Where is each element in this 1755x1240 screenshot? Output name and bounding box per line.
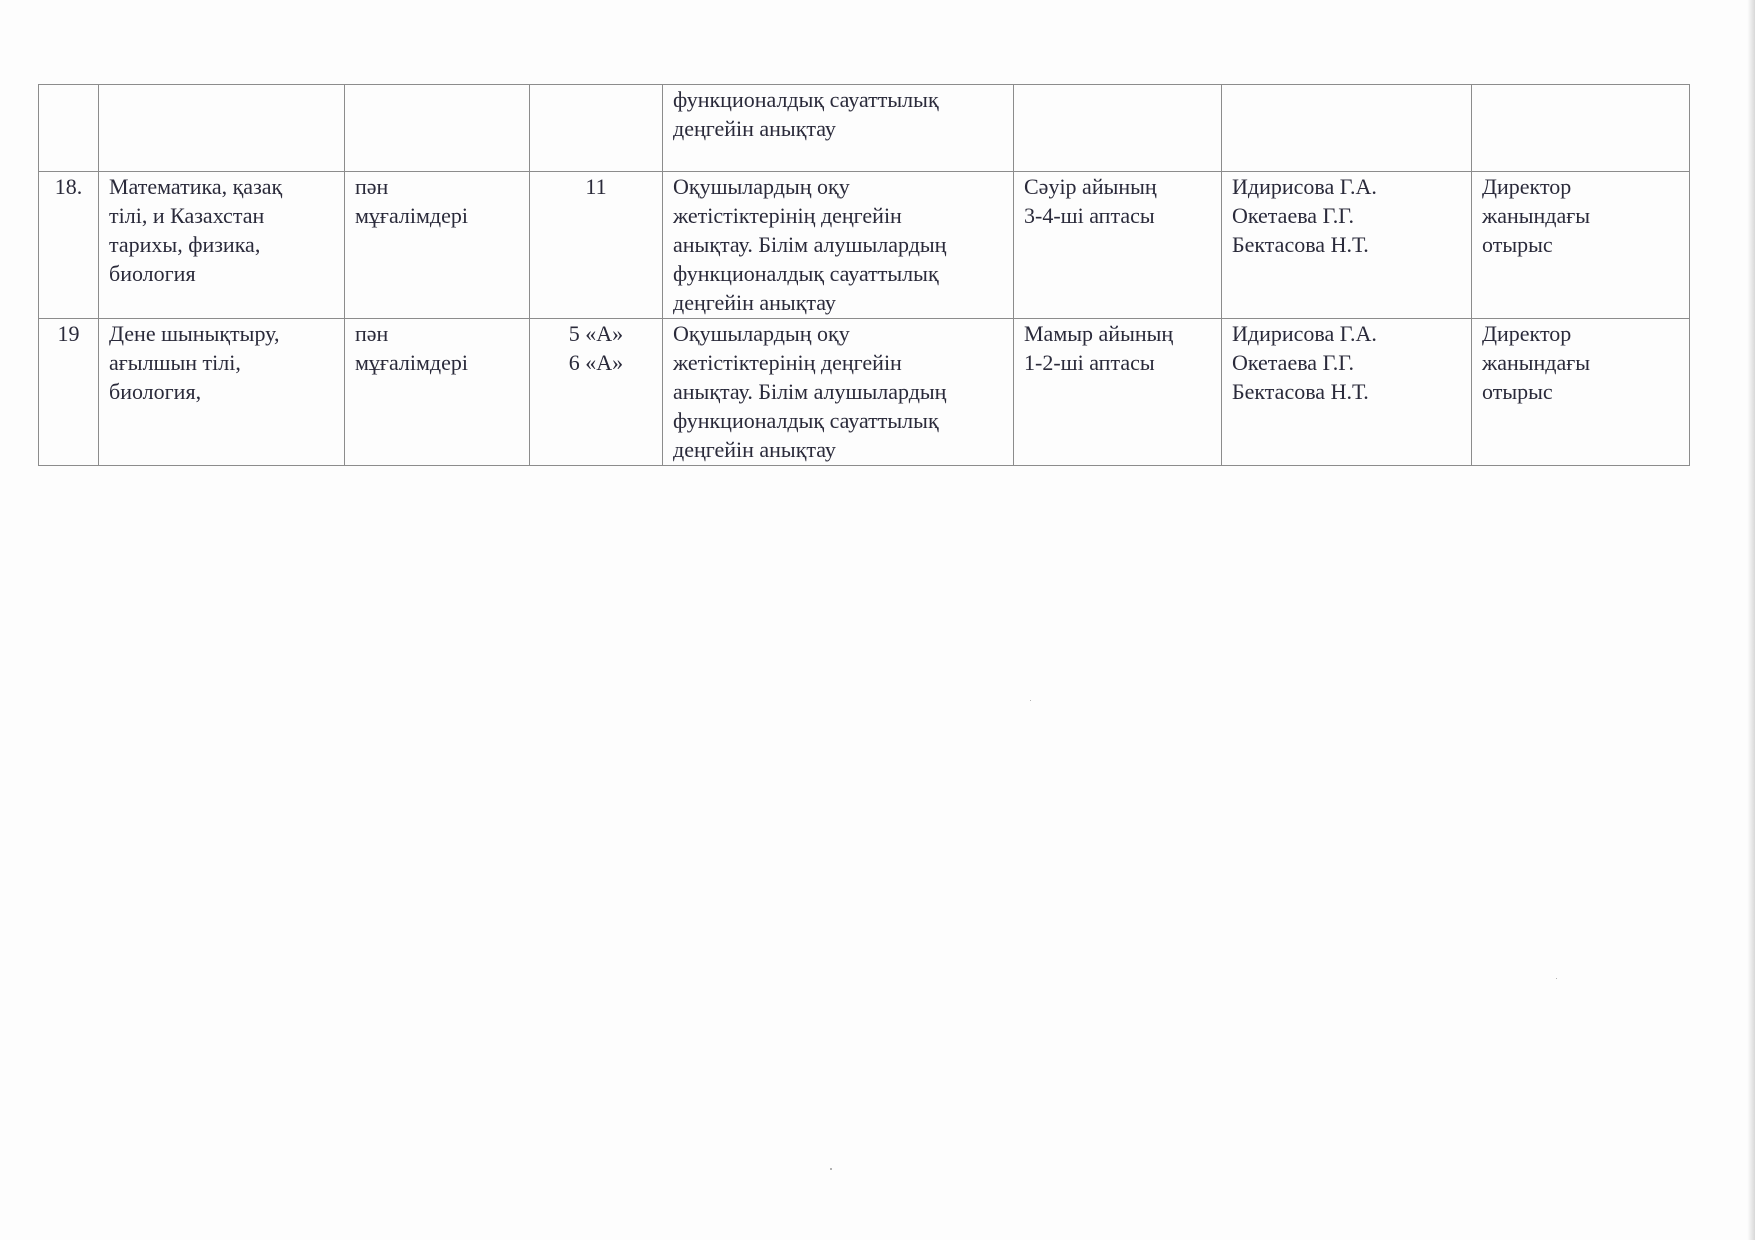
responsible-line: Бектасова Н.Т. xyxy=(1232,379,1369,404)
table-row-continuation xyxy=(39,85,1690,172)
cell-classes xyxy=(530,172,663,319)
subjects-line: ағылшын тілі, xyxy=(109,350,241,375)
cell-subjects xyxy=(99,85,345,172)
responsible-line: Идирисова Г.А. xyxy=(1232,174,1377,199)
cell-control-type xyxy=(345,85,530,172)
scan-speck xyxy=(1030,700,1031,701)
scan-speck xyxy=(830,1168,832,1170)
responsible-line: Идирисова Г.А. xyxy=(1232,321,1377,346)
time-line: 3-4-ші аптасы xyxy=(1024,203,1155,228)
purpose-line: жетістіктерінің деңгейін xyxy=(673,350,902,375)
cell-time xyxy=(1014,85,1222,172)
cell-classes xyxy=(530,85,663,172)
class-line: 5 «А» xyxy=(568,321,624,346)
cell-time xyxy=(1014,172,1222,319)
subjects-line: биология, xyxy=(109,379,202,404)
class-line: 11 xyxy=(585,174,607,199)
responsible-line: Бектасова Н.Т. xyxy=(1232,232,1369,257)
time-line: Сәуір айының xyxy=(1024,174,1157,199)
cell-result xyxy=(1472,319,1690,466)
cell-number: 19 xyxy=(39,319,99,466)
purpose-line: функционалдық сауаттылық xyxy=(673,261,939,286)
cell-result xyxy=(1472,85,1690,172)
cell-result xyxy=(1472,172,1690,319)
purpose-line: функционалдық сауаттылық xyxy=(673,87,939,112)
cell-purpose xyxy=(663,172,1014,319)
result-line: жанындағы xyxy=(1482,203,1591,228)
cell-control-type xyxy=(345,172,530,319)
result-line: Директор xyxy=(1482,321,1572,346)
cell-time xyxy=(1014,319,1222,466)
result-line: отырыс xyxy=(1482,232,1553,257)
purpose-line: анықтау. Білім алушылардың xyxy=(673,232,947,257)
subjects-line: биология xyxy=(109,261,196,286)
type-line: пән xyxy=(355,321,389,346)
time-line: Мамыр айының xyxy=(1024,321,1174,346)
class-line: 6 «А» xyxy=(568,350,624,375)
cell-purpose xyxy=(663,85,1014,172)
responsible-line: Окетаева Г.Г. xyxy=(1232,350,1355,375)
result-line: отырыс xyxy=(1482,379,1553,404)
purpose-line: жетістіктерінің деңгейін xyxy=(673,203,902,228)
cell-number: 18. xyxy=(39,172,99,319)
scan-speck xyxy=(1556,978,1557,979)
type-line: пән xyxy=(355,174,389,199)
cell-subjects xyxy=(99,319,345,466)
purpose-line: Оқушылардың оқу xyxy=(673,174,850,199)
table-row xyxy=(39,172,1690,319)
table-row xyxy=(39,319,1690,466)
result-line: Директор xyxy=(1482,174,1572,199)
time-line: 1-2-ші аптасы xyxy=(1024,350,1155,375)
cell-control-type xyxy=(345,319,530,466)
cell-responsible xyxy=(1222,319,1472,466)
cell-purpose xyxy=(663,319,1014,466)
purpose-line: деңгейін анықтау xyxy=(673,437,836,462)
cell-responsible xyxy=(1222,172,1472,319)
type-line: мұғалімдері xyxy=(355,350,468,375)
purpose-line: деңгейін анықтау xyxy=(673,116,836,141)
cell-classes xyxy=(530,319,663,466)
purpose-line: Оқушылардың оқу xyxy=(673,321,850,346)
cell-number xyxy=(39,85,99,172)
subjects-line: Дене шынықтыру, xyxy=(109,321,280,346)
cell-responsible xyxy=(1222,85,1472,172)
purpose-line: анықтау. Білім алушылардың xyxy=(673,379,947,404)
control-plan-table xyxy=(38,84,1690,466)
purpose-line: функционалдық сауаттылық xyxy=(673,408,939,433)
subjects-line: тарихы, физика, xyxy=(109,232,261,257)
result-line: жанындағы xyxy=(1482,350,1591,375)
subjects-line: тілі, и Казахстан xyxy=(109,203,265,228)
purpose-line: деңгейін анықтау xyxy=(673,290,836,315)
responsible-line: Окетаева Г.Г. xyxy=(1232,203,1355,228)
type-line: мұғалімдері xyxy=(355,203,468,228)
scan-edge-shadow xyxy=(1747,0,1755,1240)
cell-subjects xyxy=(99,172,345,319)
subjects-line: Математика, қазақ xyxy=(109,174,283,199)
